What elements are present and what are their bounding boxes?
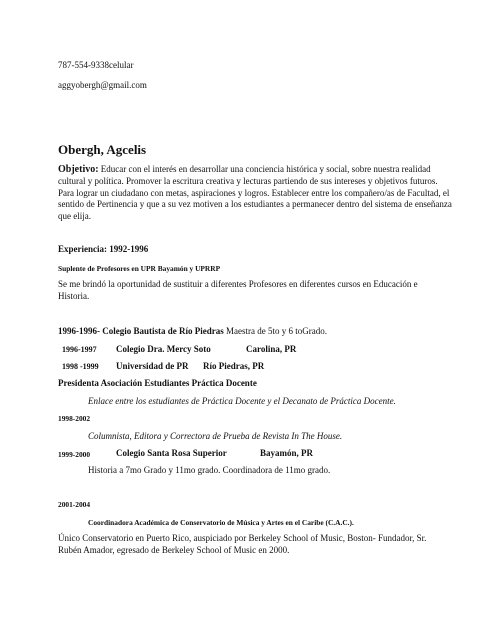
job-mercy-years: 1996-1997 bbox=[62, 345, 97, 354]
job-upr-school: Universidad de PR bbox=[116, 361, 189, 371]
role-substitute-title: Suplente de Profesores en UPR Bayamón y UPRRP bbox=[58, 264, 221, 273]
president-description: Enlace entre los estudiantes de Práctica Docente y el Decanato de Práctica Docente. bbox=[88, 396, 396, 406]
president-title: Presidenta Asociación Estudiantes Práctica Docente bbox=[58, 378, 257, 388]
job-santarosa-description: Historia a 7mo Grado y 11mo grado. Coordinadora de 11mo grado. bbox=[88, 465, 331, 475]
conservatory-description: Único Conservatorio en Puerto Rico, auspiciado por Berkeley School of Music, Boston- Fundador, Sr. Rubén Amador, egresado de Berkeley School of Music en 2000. bbox=[58, 533, 427, 555]
objective-label: Objetivo: bbox=[58, 164, 99, 175]
job-santarosa-school: Colegio Santa Rosa Superior bbox=[116, 448, 227, 458]
job-mercy-school: Colegio Dra. Mercy Soto bbox=[116, 344, 211, 354]
candidate-name: Obergh, Agcelis bbox=[58, 142, 147, 157]
job-upr-years: 1998 -1999 bbox=[62, 362, 99, 371]
objective-text: Educar con el interés en desarrollar una conciencia histórica y social, sobre nuestra realidad cultural y política. Promover la escritura creativa y lecturas partiendo de sus intereses y objetivos futuros. Para lograr un ciudadano con metas, aspiraciones y logros. Establecer entre los compañero/as de Facultad, el sentido de Pertinencia y que a su vez motiven a los estudiantes a permanecer dentro del sistema de enseñanza que elija. bbox=[58, 164, 452, 222]
job-upr-city: Río Piedras, PR bbox=[203, 361, 265, 371]
role-substitute-description: Se me brindó la oportunidad de sustituir a diferentes Profesores en diferentes cursos en Educación e Historia. bbox=[58, 279, 418, 301]
email-address: aggyobergh@gmail.com bbox=[58, 80, 147, 90]
job-bautista-title: 1996-1996- Colegio Bautista de Río Piedras bbox=[58, 326, 224, 336]
columnist-description: Columnista, Editora y Correctora de Prueba de Revista In The House. bbox=[88, 431, 343, 441]
objective-paragraph bbox=[58, 164, 453, 223]
job-bautista-line bbox=[58, 326, 327, 336]
phone-number: 787-554-9338celular bbox=[58, 60, 134, 70]
job-mercy-city: Carolina, PR bbox=[246, 344, 297, 354]
columnist-years: 1998-2002 bbox=[58, 414, 91, 423]
experience-heading: Experiencia: 1992-1996 bbox=[58, 244, 149, 254]
job-santarosa-city: Bayamón, PR bbox=[260, 448, 314, 458]
job-bautista-role: Maestra de 5to y 6 toGrado. bbox=[223, 326, 327, 336]
conservatory-years: 2001-2004 bbox=[58, 500, 91, 509]
conservatory-title: Coordinadora Académica de Conservatorio de Música y Artes en el Caribe (C.A.C.). bbox=[88, 518, 354, 527]
job-santarosa-years: 1999-2000 bbox=[58, 450, 91, 459]
